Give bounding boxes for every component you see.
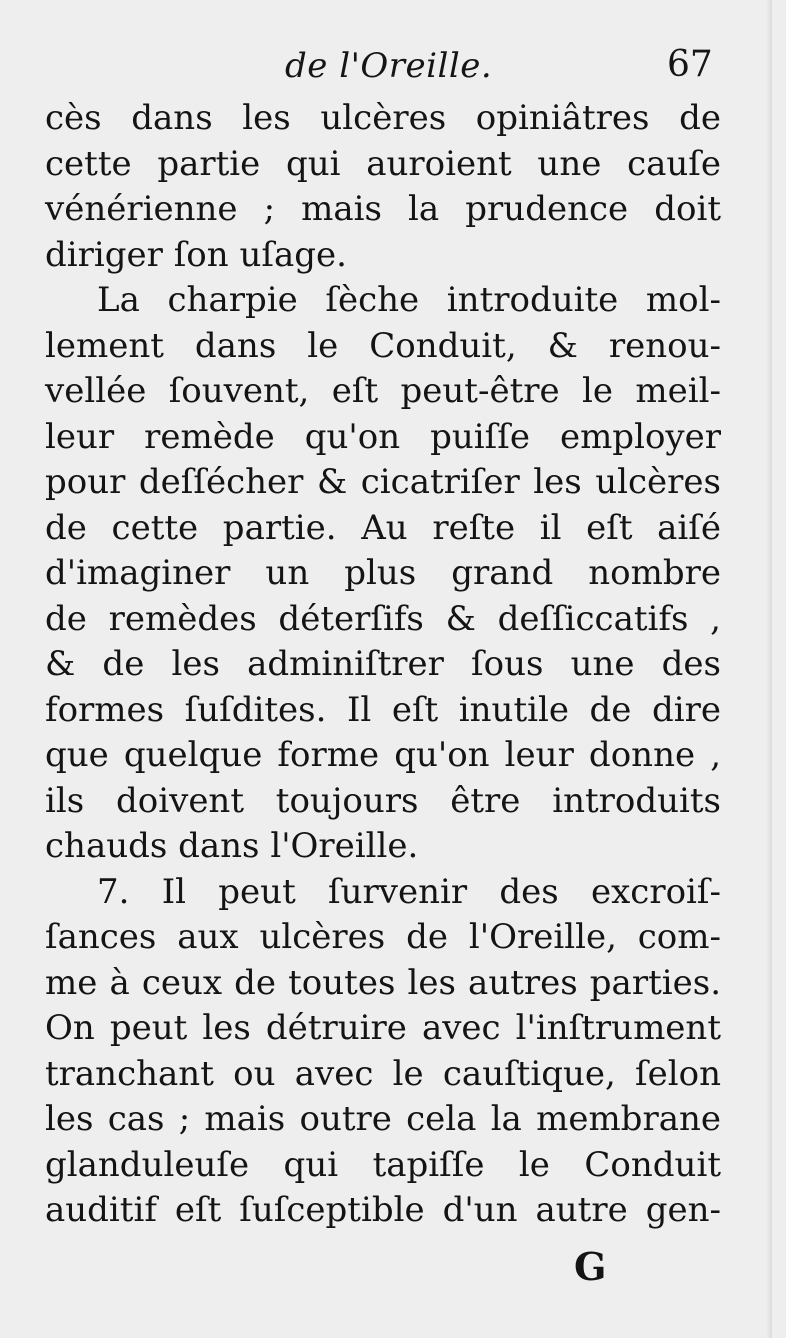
page-edge-shadow <box>766 0 772 1338</box>
text-line: leur remède qu'on puiſſe employer <box>45 416 721 457</box>
text-line: formes ſuſdites. Il eſt inutile de dire <box>45 689 721 730</box>
text-line: vellée ſouvent, eſt peut-être le meil- <box>45 371 721 411</box>
signature-mark: G <box>574 1244 607 1289</box>
text-line: & de les adminiſtrer ſous une des <box>45 644 721 684</box>
text-line: cette partie qui auroient une cauſe <box>45 143 721 184</box>
text-line: chauds dans l'Oreille. <box>45 826 419 866</box>
text-line: vénérienne ; mais la prudence doit <box>45 189 721 229</box>
text-line: me à ceux de toutes les autres parties. <box>45 962 721 1003</box>
text-line: La charpie ſèche introduite mol- <box>97 280 721 320</box>
running-title: de l'Oreille. <box>285 46 493 86</box>
text-line: diriger ſon uſage. <box>45 234 347 275</box>
text-line: d'imaginer un plus grand nombre <box>45 553 721 593</box>
text-line: ils doivent toujours être introduits <box>45 780 721 821</box>
text-line: les cas ; mais outre cela la membrane <box>45 1099 721 1139</box>
text-line: glanduleuſe qui tapiſſe le Conduit <box>45 1144 721 1185</box>
text-line: ſances aux ulcères de l'Oreille, com- <box>45 917 721 957</box>
text-line: On peut les détruire avec l'inſtrument <box>45 1008 721 1048</box>
text-line: de remèdes déterſifs & deſſiccatifs , <box>45 598 721 639</box>
text-line: auditif eſt ſuſceptible d'un autre gen- <box>45 1190 721 1230</box>
text-line: 7. Il peut ſurvenir des excroiſ- <box>97 871 721 912</box>
text-line: cès dans les ulcères opiniâtres de <box>45 98 721 138</box>
text-line: tranchant ou avec le cauſtique, ſelon <box>45 1053 721 1094</box>
body-text <box>45 96 721 1234</box>
page-margin-white <box>786 0 800 1338</box>
text-line: pour deſſécher & cicatriſer les ulcères <box>45 462 721 502</box>
text-line: que quelque forme qu'on leur donne , <box>45 735 721 775</box>
text-line: lement dans le Conduit, & renou- <box>45 325 721 366</box>
page-number: 67 <box>667 44 713 85</box>
text-line: de cette partie. Au reſte il eſt aiſé <box>45 507 721 548</box>
